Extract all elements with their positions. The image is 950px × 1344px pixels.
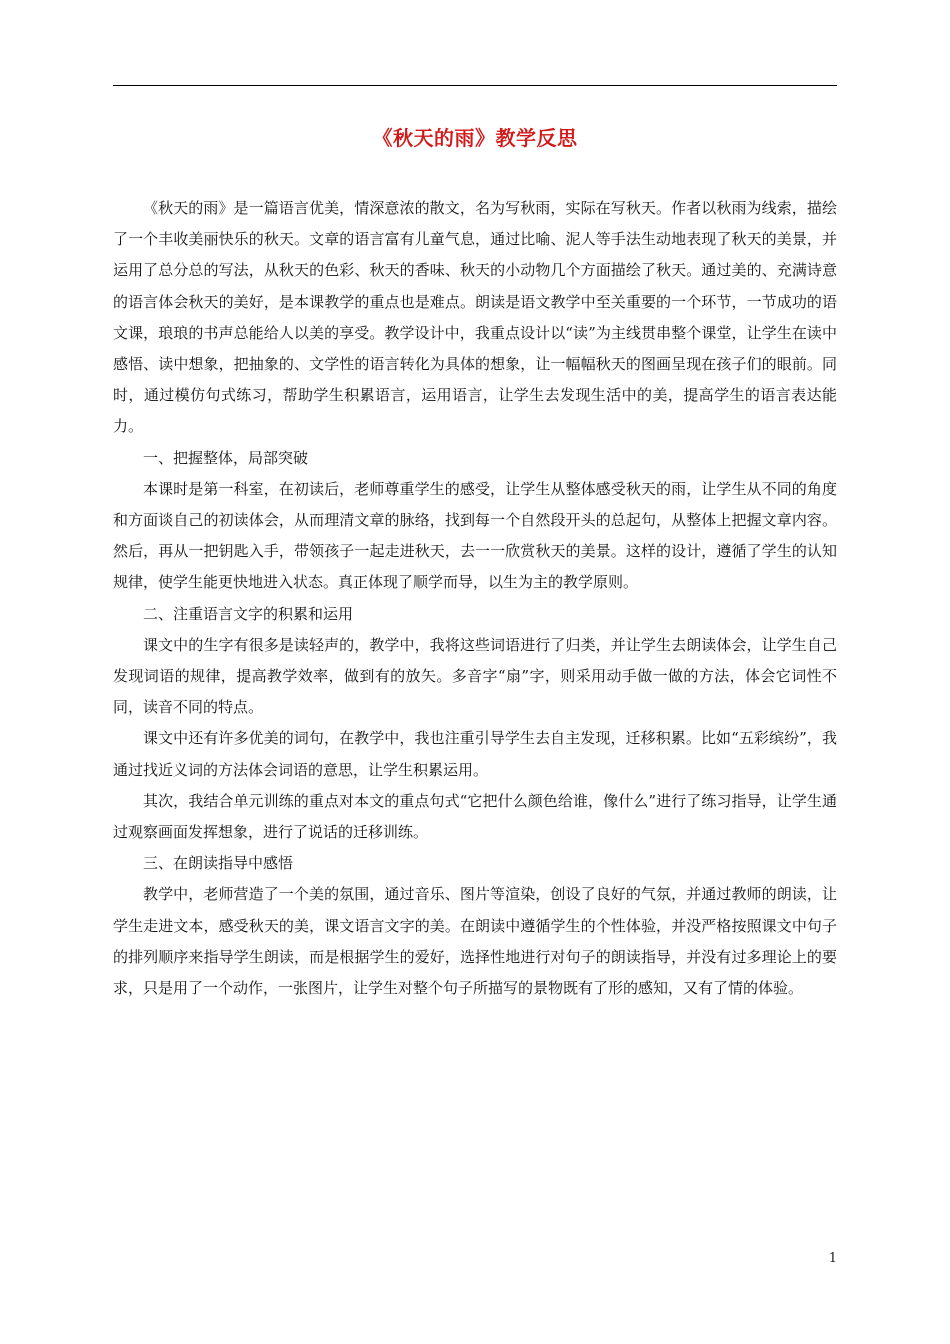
document-body bbox=[113, 193, 837, 1004]
section-3-paragraph: 教学中，老师营造了一个美的氛围，通过音乐、图片等渲染，创设了良好的气氛，并通过教师的朗读，让学生走进文本，感受秋天的美，课文语言文字的美。在朗读中遵循学生的个性体验，并没严格按照课文中句子的排列顺序来指导学生朗读，而是根据学生的爱好，选择性地进行对句子的朗读指导，并没有过多理论上的要求，只是用了一个动作，一张图片，让学生对整个句子所描写的景物既有了形的感知，又有了情的体验。 bbox=[113, 885, 837, 998]
intro-paragraph: 《秋天的雨》是一篇语言优美，情深意浓的散文，名为写秋雨，实际在写秋天。作者以秋雨为线索，描绘了一个丰收美丽快乐的秋天。文章的语言富有儿童气息，通过比喻、泥人等手法生动地表现了秋天的美景，并运用了总分总的写法，从秋天的色彩、秋天的香味、秋天的小动物几个方面描绘了秋天。通过美的、充满诗意的语言体会秋天的美好，是本课教学的重点也是难点。朗读是语文教学中至关重要的一个环节，一节成功的语文课，琅琅的书声总能给人以美的享受。教学设计中，我重点设计以“读”为主线贯串整个课堂，让学生在读中感悟、读中想象，把抽象的、文学性的语言转化为具体的想象，让一幅幅秋天的图画呈现在孩子们的眼前。同时，通过模仿句式练习，帮助学生积累语言，运用语言，让学生去发现生活中的美，提高学生的语言表达能力。 bbox=[113, 199, 837, 436]
section-2-paragraph-3: 其次，我结合单元训练的重点对本文的重点句式“它把什么颜色给谁，像什么”进行了练习指导，让学生通过观察画面发挥想象，进行了说话的迁移训练。 bbox=[113, 791, 837, 842]
section-heading-2: 二、注重语言文字的积累和运用 bbox=[143, 604, 354, 623]
section-heading-3: 三、在朗读指导中感悟 bbox=[143, 854, 294, 873]
document-title: 《秋天的雨》教学反思 bbox=[372, 126, 578, 150]
section-heading-1: 一、把握整体，局部突破 bbox=[143, 448, 309, 467]
section-1-paragraph: 本课时是第一科室，在初读后，老师尊重学生的感受，让学生从整体感受秋天的雨，让学生从不同的角度和方面谈自己的初读体会，从而理清文章的脉络，找到每一个自然段开头的总起句，从整体上把握文章内容。然后，再从一把钥匙入手，带领孩子一起走进秋天，去一一欣赏秋天的美景。这样的设计，遵循了学生的认知规律，使学生能更快地进入状态。真正体现了顺学而导，以生为主的教学原则。 bbox=[113, 479, 837, 592]
header-rule bbox=[113, 85, 837, 86]
section-2-paragraph-1: 课文中的生字有很多是读轻声的，教学中，我将这些词语进行了归类，并让学生去朗读体会，让学生自己发现词语的规律，提高教学效率，做到有的放矢。多音字“扇”字，则采用动手做一做的方法，体会它词性不同，读音不同的特点。 bbox=[113, 635, 837, 717]
page-number: 1 bbox=[828, 1251, 837, 1266]
section-2-paragraph-2: 课文中还有许多优美的词句，在教学中，我也注重引导学生去自主发现，迁移积累。比如“五彩缤纷”，我通过找近义词的方法体会词语的意思，让学生积累运用。 bbox=[113, 729, 837, 779]
